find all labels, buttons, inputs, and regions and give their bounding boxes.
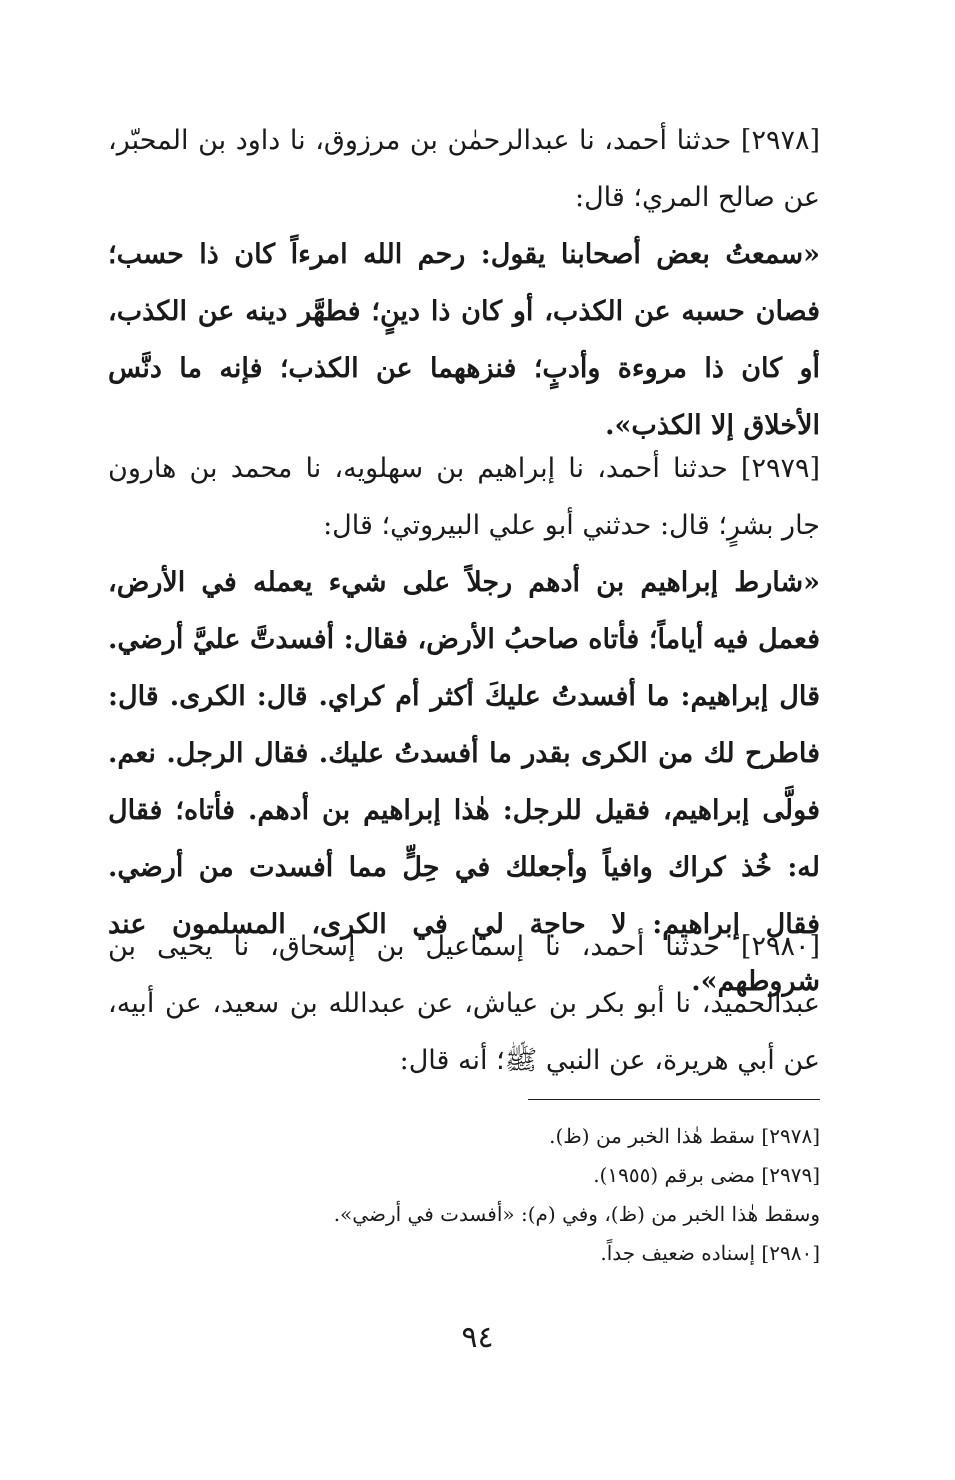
page-number: ٩٤ [461,1320,494,1355]
footnote-divider [528,1099,820,1100]
quote-text: «سمعتُ بعض أصحابنا يقول: رحم الله امرءاً كان ذا حسب؛ فصان حسبه عن الكذب، أو كان ذا دينٍ؛ فطهَّر دينه عن الكذب، أو كان ذا مروءة وأدبٍ؛ فنزههما عن الكذب؛ فإنه ما دنَّس الأخلاق إلا الكذب». [108,239,820,441]
paragraph-text: [٢٩٨٠] حدثنا أحمد، نا إسماعيل بن إسحاق، نا يحيى بن عبدالحميد، نا أبو بكر بن عياش، عن عبدالله بن سعيد، عن أبيه، عن أبي هريرة، عن النبي ﷺ؛ أنه قال: [108,931,820,1076]
hadith-2980-isnad [108,918,820,1089]
footnote-item: [٢٩٧٩] مضى برقم (١٩٥٥). [593,1163,820,1187]
footnotes [200,1117,820,1273]
hadith-2978-text [108,226,820,454]
footnote-item: [٢٩٧٨] سقط هٰذا الخبر من (ظ). [549,1124,820,1148]
footnote-item: [٢٩٨٠] إسناده ضعيف جداً. [600,1241,820,1265]
paragraph-text: [٢٩٧٩] حدثنا أحمد، نا إبراهيم بن سهلويه، نا محمد بن هارون جار بشرٍ؛ قال: حدثني أبو علي البيروتي؛ قال: [108,453,820,541]
footnote-item: وسقط هٰذا الخبر من (ظ)، وفي (م): «أفسدت في أرضي». [333,1202,820,1226]
hadith-2978-isnad [108,112,820,226]
quote-text: «شارط إبراهيم بن أدهم رجلاً على شيء يعمله في الأرض، فعمل فيه أياماً؛ فأتاه صاحبُ الأرض، فقال: أفسدتَّ عليَّ أرضي. قال إبراهيم: ما أفسدتُ عليكَ أكثر أم كراي. قال: الكرى. قال: فاطرح لك من الكرى بقدر ما أفسدتُ عليك. فقال الرجل. نعم. فولَّى إبراهيم، فقيل للرجل: هٰذا إبراهيم بن أدهم. فأتاه؛ فقال له: خُذ كراك وافياً وأجعلك في حِلٍّ مما أفسدت من أرضي. فقال إبراهيم: لا حاجة لي في الكرى، المسلمون عند شروطهم». [108,567,820,997]
paragraph-text: [٢٩٧٨] حدثنا أحمد، نا عبدالرحمٰن بن مرزوق، نا داود بن المحبّر، عن صالح المري؛ قال: [108,125,820,213]
hadith-2979-isnad [108,440,820,554]
